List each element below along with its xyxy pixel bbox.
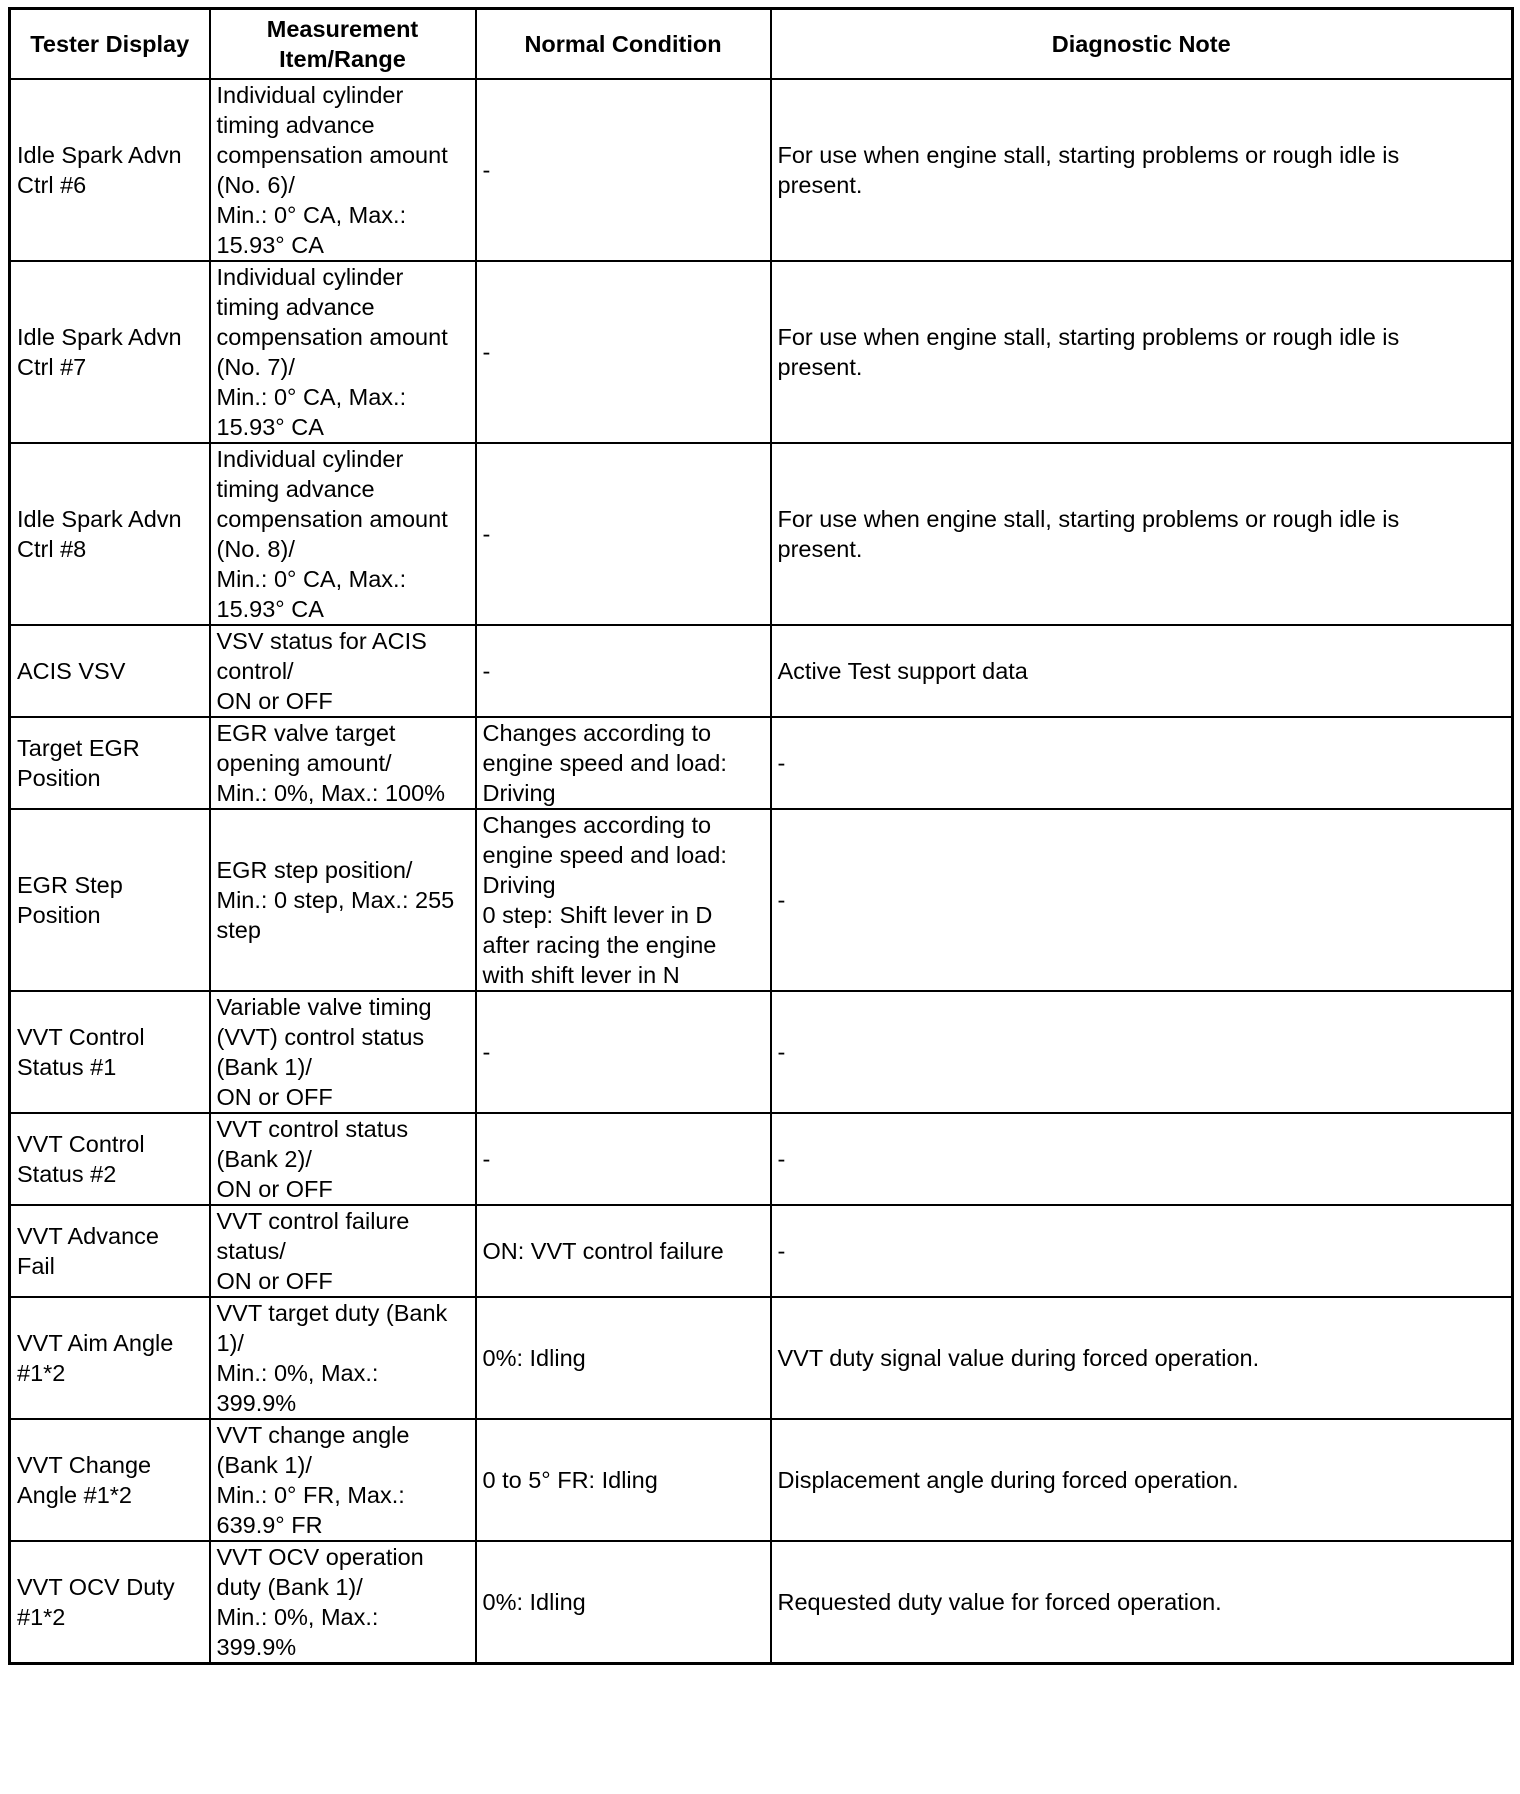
tester-display-cell: ACIS VSV — [10, 625, 210, 717]
diagnostic-note-cell: For use when engine stall, starting problems or rough idle is present. — [771, 261, 1513, 443]
measurement-cell: VVT OCV operation duty (Bank 1)/ Min.: 0%, Max.: 399.9% — [210, 1541, 476, 1664]
table-row — [10, 625, 1513, 717]
tester-data-table — [8, 7, 1514, 1665]
tester-display-cell: VVT Change Angle #1*2 — [10, 1419, 210, 1541]
header-diagnostic-note: Diagnostic Note — [771, 9, 1513, 80]
header-measurement-item-range: Measurement Item/Range — [210, 9, 476, 80]
normal-condition-cell: - — [476, 261, 771, 443]
table-row — [10, 1541, 1513, 1664]
diagnostic-note-cell: - — [771, 809, 1513, 991]
diagnostic-note-cell: - — [771, 991, 1513, 1113]
measurement-cell: Individual cylinder timing advance compensation amount (No. 7)/ Min.: 0° CA, Max.: 15.93° CA — [210, 261, 476, 443]
table-row — [10, 1205, 1513, 1297]
tester-display-cell: VVT Advance Fail — [10, 1205, 210, 1297]
diagnostic-note-cell: VVT duty signal value during forced operation. — [771, 1297, 1513, 1419]
normal-condition-cell: - — [476, 79, 771, 261]
table-row — [10, 1297, 1513, 1419]
diagnostic-note-cell: - — [771, 1113, 1513, 1205]
diagnostic-note-cell: Active Test support data — [771, 625, 1513, 717]
measurement-cell: VSV status for ACIS control/ ON or OFF — [210, 625, 476, 717]
diagnostic-note-cell: Displacement angle during forced operation. — [771, 1419, 1513, 1541]
diagnostic-note-cell: For use when engine stall, starting problems or rough idle is present. — [771, 443, 1513, 625]
measurement-cell: VVT control failure status/ ON or OFF — [210, 1205, 476, 1297]
header-normal-condition: Normal Condition — [476, 9, 771, 80]
measurement-cell: VVT control status (Bank 2)/ ON or OFF — [210, 1113, 476, 1205]
normal-condition-cell: 0 to 5° FR: Idling — [476, 1419, 771, 1541]
table-row — [10, 717, 1513, 809]
tester-display-cell: VVT Control Status #1 — [10, 991, 210, 1113]
measurement-cell: VVT target duty (Bank 1)/ Min.: 0%, Max.: 399.9% — [210, 1297, 476, 1419]
table-row — [10, 1419, 1513, 1541]
tester-display-cell: Idle Spark Advn Ctrl #8 — [10, 443, 210, 625]
header-tester-display: Tester Display — [10, 9, 210, 80]
measurement-cell: EGR step position/ Min.: 0 step, Max.: 255 step — [210, 809, 476, 991]
table-row — [10, 809, 1513, 991]
normal-condition-cell: 0%: Idling — [476, 1541, 771, 1664]
table-row — [10, 991, 1513, 1113]
diagnostic-note-cell: - — [771, 717, 1513, 809]
measurement-cell: Individual cylinder timing advance compensation amount (No. 6)/ Min.: 0° CA, Max.: 15.93° CA — [210, 79, 476, 261]
table-row — [10, 443, 1513, 625]
diagnostic-note-cell: For use when engine stall, starting problems or rough idle is present. — [771, 79, 1513, 261]
diagnostic-note-cell: - — [771, 1205, 1513, 1297]
tester-display-cell: VVT OCV Duty #1*2 — [10, 1541, 210, 1664]
document-page — [8, 7, 1511, 1665]
table-header-row — [10, 9, 1513, 80]
table-row — [10, 261, 1513, 443]
tester-display-cell: VVT Control Status #2 — [10, 1113, 210, 1205]
normal-condition-cell: 0%: Idling — [476, 1297, 771, 1419]
tester-display-cell: EGR Step Position — [10, 809, 210, 991]
diagnostic-note-cell: Requested duty value for forced operation. — [771, 1541, 1513, 1664]
normal-condition-cell: - — [476, 625, 771, 717]
table-row — [10, 79, 1513, 261]
tester-display-cell: Idle Spark Advn Ctrl #7 — [10, 261, 210, 443]
measurement-cell: Variable valve timing (VVT) control status (Bank 1)/ ON or OFF — [210, 991, 476, 1113]
normal-condition-cell: Changes according to engine speed and load: Driving — [476, 717, 771, 809]
tester-display-cell: Idle Spark Advn Ctrl #6 — [10, 79, 210, 261]
normal-condition-cell: ON: VVT control failure — [476, 1205, 771, 1297]
normal-condition-cell: - — [476, 1113, 771, 1205]
normal-condition-cell: - — [476, 991, 771, 1113]
measurement-cell: Individual cylinder timing advance compensation amount (No. 8)/ Min.: 0° CA, Max.: 15.93° CA — [210, 443, 476, 625]
table-row — [10, 1113, 1513, 1205]
tester-display-cell: VVT Aim Angle #1*2 — [10, 1297, 210, 1419]
measurement-cell: EGR valve target opening amount/ Min.: 0%, Max.: 100% — [210, 717, 476, 809]
normal-condition-cell: Changes according to engine speed and load: Driving 0 step: Shift lever in D after racing the engine with shift lever in N — [476, 809, 771, 991]
normal-condition-cell: - — [476, 443, 771, 625]
measurement-cell: VVT change angle (Bank 1)/ Min.: 0° FR, Max.: 639.9° FR — [210, 1419, 476, 1541]
tester-display-cell: Target EGR Position — [10, 717, 210, 809]
